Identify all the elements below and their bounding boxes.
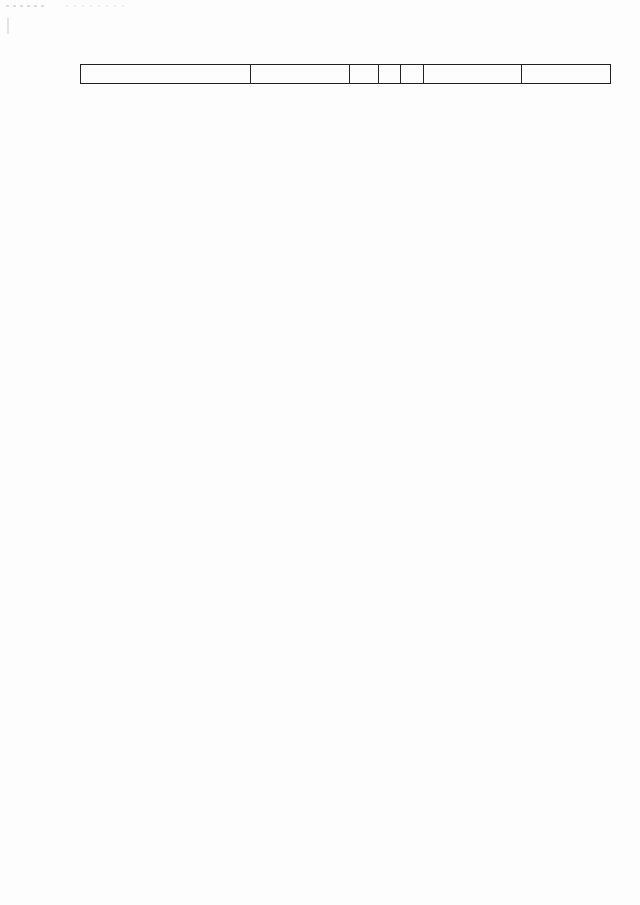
header-col-6 [424, 65, 522, 83]
header-col-1 [81, 65, 251, 83]
header-col-3 [350, 65, 379, 83]
header-col-2 [251, 65, 350, 83]
header-col-5 [401, 65, 424, 83]
header-col-7 [522, 65, 610, 83]
table-header [80, 64, 611, 84]
scan-marks [6, 4, 126, 34]
header-col-4 [379, 65, 401, 83]
